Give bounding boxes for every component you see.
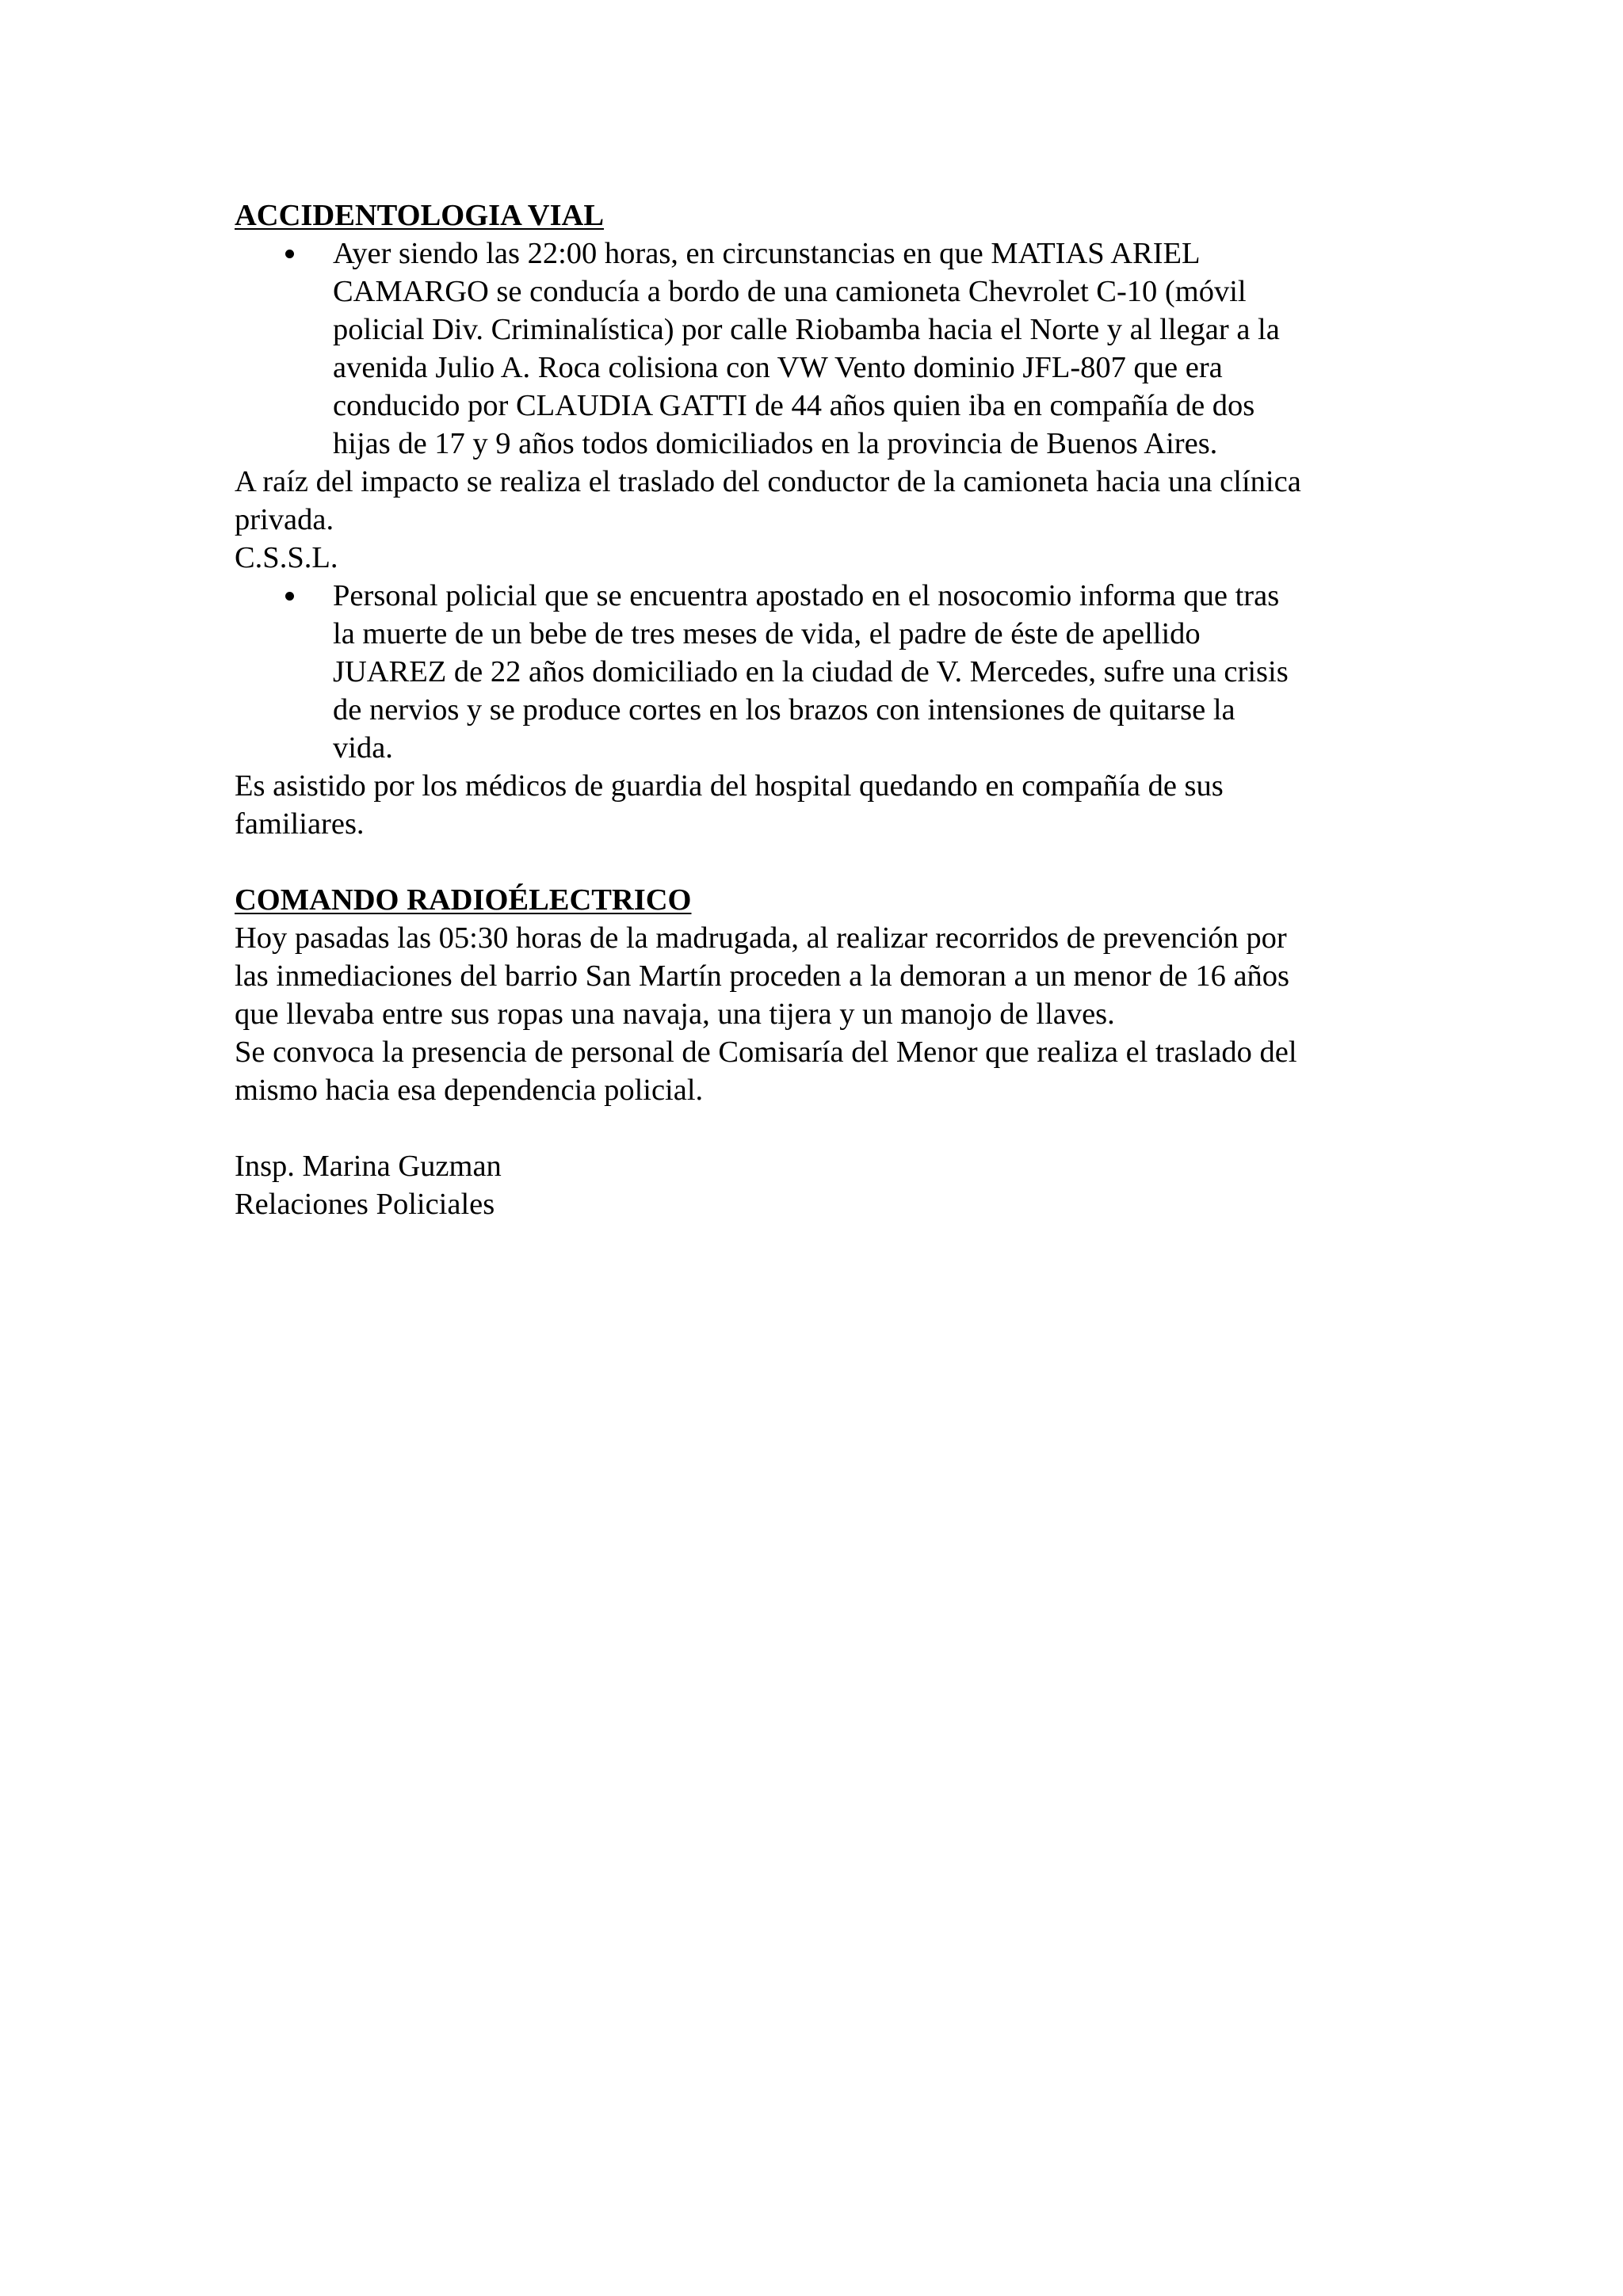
cssl-bullet-list <box>235 577 1423 767</box>
section-heading-accidentologia: ACCIDENTOLOGIA VIAL <box>235 199 605 232</box>
bullet-icon <box>285 592 294 601</box>
text-line: que llevaba entre sus ropas una navaja, una tijera y un manojo de llaves. <box>235 997 1115 1031</box>
cssl-bullet-item <box>235 577 1395 767</box>
text-line: JUAREZ de 22 años domiciliado en la ciudad de V. Mercedes, sufre una crisis <box>333 655 1289 688</box>
comando-paragraph <box>235 919 1423 1109</box>
text-line: privada. <box>235 503 334 536</box>
text-line: CAMARGO se conducía a bordo de una camioneta Chevrolet C-10 (móvil <box>333 275 1247 308</box>
section-spacer <box>235 1109 1423 1147</box>
accident-bullet-item <box>235 235 1395 463</box>
text-line: hijas de 17 y 9 años todos domiciliados en la provincia de Buenos Aires. <box>333 427 1218 460</box>
text-line: la muerte de un bebe de tres meses de vida, el padre de éste de apellido <box>333 617 1201 650</box>
accident-followup-paragraph <box>235 463 1423 539</box>
text-line: de nervios y se produce cortes en los brazos con intensiones de quitarse la <box>333 693 1235 727</box>
cssl-subheading: C.S.S.L. <box>235 541 338 574</box>
text-line: Hoy pasadas las 05:30 horas de la madrugada, al realizar recorridos de prevención por <box>235 921 1287 955</box>
text-line: avenida Julio A. Roca colisiona con VW Vento dominio JFL-807 que era <box>333 351 1223 384</box>
signature-name: Insp. Marina Guzman <box>235 1150 502 1183</box>
text-line: Personal policial que se encuentra apostado en el nosocomio informa que tras <box>333 579 1280 612</box>
section-heading-comando: COMANDO RADIOÉLECTRICO <box>235 883 692 917</box>
bullet-icon <box>285 250 294 258</box>
text-line: familiares. <box>235 807 365 841</box>
text-line: Se convoca la presencia de personal de Comisaría del Menor que realiza el traslado del <box>235 1035 1297 1069</box>
section-spacer <box>235 843 1423 881</box>
text-line: A raíz del impacto se realiza el traslado del conductor de la camioneta hacia una clínica <box>235 465 1301 498</box>
text-line: las inmediaciones del barrio San Martín proceden a la demoran a un menor de 16 años <box>235 959 1290 993</box>
signature-block <box>235 1147 1423 1223</box>
text-line: conducido por CLAUDIA GATTI de 44 años quien iba en compañía de dos <box>333 389 1255 422</box>
accident-bullet-list <box>235 235 1423 463</box>
text-line: vida. <box>333 731 393 765</box>
text-line: policial Div. Criminalística) por calle Riobamba hacia el Norte y al llegar a la <box>333 313 1280 346</box>
text-line: Ayer siendo las 22:00 horas, en circunstancias en que MATIAS ARIEL <box>333 237 1201 270</box>
document-page <box>235 196 1423 1223</box>
text-line: mismo hacia esa dependencia policial. <box>235 1074 704 1107</box>
text-line: Es asistido por los médicos de guardia del hospital quedando en compañía de sus <box>235 769 1224 803</box>
signature-department: Relaciones Policiales <box>235 1188 495 1221</box>
cssl-followup-paragraph <box>235 767 1423 843</box>
